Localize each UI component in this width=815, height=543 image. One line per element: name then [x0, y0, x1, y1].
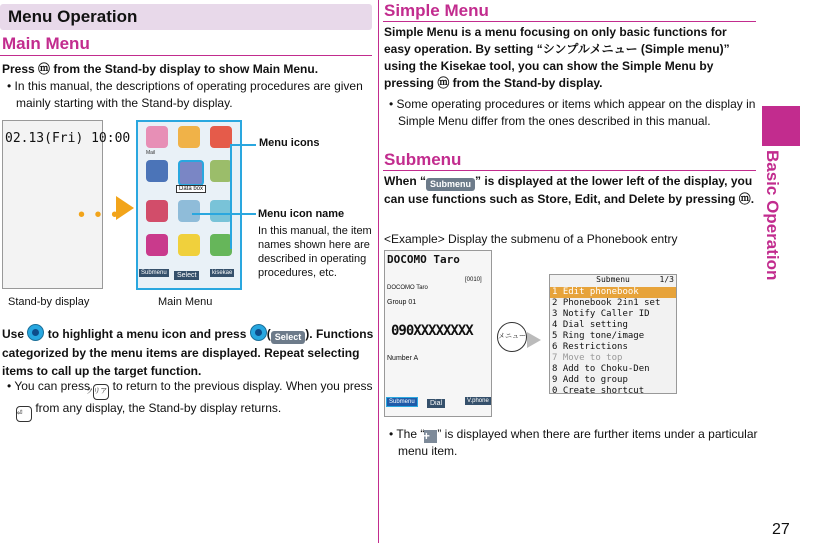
step-instruction: Use to highlight a menu icon and press ( Select ). Functions categorized by the menu items are displayed. Repeat selecting items to call up the target function.	[2, 324, 374, 380]
main-menu-bullet-text: In this manual, the descriptions of operating procedures are given mainly starting with the Stand-by display.	[14, 79, 363, 110]
submenu-body-2: ” is displayed at the lower left of the display, you can use functions such as Store, Edit, and Delete by pressing ⓜ.	[384, 174, 755, 206]
browser-icon[interactable]	[146, 160, 168, 182]
submenu-item[interactable]: 9 Add to group	[552, 375, 628, 385]
submenu-title: Submenu	[384, 150, 462, 169]
submenu-item[interactable]: 1 Edit phonebook	[550, 287, 676, 298]
submenu-item[interactable]: 3 Notify Caller ID	[552, 309, 650, 319]
main-menu-intro: Press ⓜ from the Stand-by display to show Main Menu.	[2, 62, 319, 76]
softkey-submenu[interactable]: Submenu	[141, 270, 167, 276]
caption-standby: Stand-by display	[8, 296, 90, 308]
side-tab	[762, 150, 800, 300]
data-box-icon[interactable]	[178, 160, 204, 186]
phonebook-screen	[384, 250, 492, 417]
main-menu-title: Main Menu	[2, 34, 90, 53]
clear-key-icon: クリア	[93, 384, 109, 400]
mail-icon[interactable]	[146, 126, 168, 148]
highlighted-icon-name: Data box	[176, 185, 206, 193]
caption-main-menu: Main Menu	[158, 296, 213, 308]
transition-dots: • • •	[78, 204, 121, 226]
side-tab-label: Basic Operation	[763, 150, 782, 281]
submenu-item[interactable]: 4 Dial setting	[552, 320, 628, 330]
submenu-body-1: When “	[384, 174, 426, 188]
submenu-item[interactable]: 6 Restrictions	[552, 342, 628, 352]
plus-icon: +	[424, 430, 437, 443]
contact-number: 090XXXXXXXX	[391, 323, 473, 339]
callout-line-vertical	[230, 144, 232, 249]
profile-icon[interactable]	[178, 234, 200, 256]
phone-softkey-submenu[interactable]: Submenu	[386, 397, 418, 407]
note-text-1: The “	[396, 427, 425, 441]
submenu-item[interactable]: 8 Add to Choku-Den	[552, 364, 650, 374]
main-menu-bullet: • In this manual, the descriptions of operating procedures are given mainly starting with the Stand-by display.	[7, 79, 363, 110]
submenu-item[interactable]: 0 Create shortcut	[552, 386, 645, 396]
main-menu-screen	[136, 120, 242, 290]
submenu-body	[384, 173, 756, 208]
step-text-1: Use	[2, 327, 25, 341]
step-text-2: to highlight a menu icon and press	[47, 327, 247, 341]
submenu-note: • The “+ ” is displayed when there are further items under a particular menu item.	[389, 427, 758, 458]
icon-label: Mail	[146, 150, 156, 156]
softkey-select[interactable]: Select	[174, 271, 199, 280]
phone-softkey-vphone[interactable]: V.phone	[467, 398, 489, 404]
select-key-icon: Select	[271, 331, 306, 344]
return-bullet: • You can press クリア to return to the previous display. When you press ⏎ from any display, the Stand-by display returns.	[4, 378, 378, 422]
submenu-item[interactable]: 2 Phonebook 2in1 set	[552, 298, 661, 308]
transition-arrow-icon	[116, 196, 134, 220]
submenu-rule	[383, 170, 756, 171]
phone-softkey-dial[interactable]: Dial	[427, 399, 445, 408]
contact-index: [0010]	[465, 277, 482, 283]
center-key-icon	[250, 324, 267, 341]
return-text-3: from any display, the Stand-by display returns.	[35, 401, 282, 415]
own-number-icon[interactable]	[210, 200, 232, 222]
simple-menu-bullet-text: Some operating procedures or items which appear on the display in Simple Menu differ from the ones described in this manual.	[396, 97, 756, 128]
standby-clock: 02.13(Fri) 10:00	[5, 131, 131, 146]
iconcier-icon[interactable]	[146, 234, 168, 256]
contact-group: Group 01	[387, 299, 417, 306]
submenu-arrow-icon	[527, 332, 541, 348]
tool-icon[interactable]	[210, 160, 232, 182]
submenu-screen-header	[550, 275, 676, 286]
column-divider	[378, 0, 379, 543]
submenu-screen-page: 1/3	[659, 275, 674, 284]
contact-number-label: Number A	[387, 355, 419, 362]
callout-line-name	[192, 213, 256, 215]
callout-icon-name-desc: In this manual, the item names shown here are described in operating procedures, etc.	[258, 225, 372, 279]
menu-key-icon: メニュー	[497, 322, 527, 352]
submenu-example: <Example> Display the submenu of a Phonebook entry	[384, 232, 678, 246]
callout-icon-name-title: Menu icon name	[258, 208, 345, 220]
submenu-screen	[549, 274, 677, 394]
callout-line-icons	[230, 144, 256, 146]
simple-menu-title: Simple Menu	[384, 1, 489, 20]
end-key-icon: ⏎	[16, 406, 32, 422]
setting-icon[interactable]	[178, 200, 200, 222]
section-header	[0, 4, 372, 30]
bluetooth-icon[interactable]	[210, 234, 232, 256]
submenu-item[interactable]: 7 Move to top	[552, 353, 623, 363]
simple-menu-bullet: • Some operating procedures or items which appear on the display in Simple Menu differ from the ones described in this manual.	[389, 97, 756, 128]
simple-menu-rule	[383, 21, 756, 22]
step-text-3: Functions categorized by the menu items are displayed. Repeat selecting items to call up the target function.	[2, 327, 374, 378]
ichannel-icon[interactable]	[210, 126, 232, 148]
return-text-1: You can press	[14, 379, 90, 393]
callout-menu-icons: Menu icons	[259, 137, 320, 149]
submenu-item[interactable]: 5 Ring tone/image	[552, 331, 645, 341]
submenu-list	[550, 287, 676, 397]
submenu-key-icon: Submenu	[426, 178, 475, 191]
contact-kana: DOCOMO Taro	[387, 285, 428, 291]
tel-function-icon[interactable]	[146, 200, 168, 222]
note-text-2: ” is displayed when there are further items under a particular menu item.	[398, 427, 758, 458]
page-number: 27	[772, 521, 790, 538]
simple-menu-body: Simple Menu is a menu focusing on only basic functions for easy operation. By setting “シンプルメニュー (Simple menu)” using the Kisekae tool, you can show the Simple Menu by pressing ⓜ from the Stand-by display.	[384, 25, 730, 90]
submenu-screen-title: Submenu	[596, 275, 630, 284]
section-header-title: Menu Operation	[8, 7, 138, 26]
nav-key-icon	[27, 324, 44, 341]
main-menu-rule	[0, 55, 372, 56]
side-tab-marker	[762, 106, 800, 146]
contact-name: DOCOMO Taro	[387, 253, 460, 266]
softkey-kisekae[interactable]: kisekae	[212, 270, 233, 276]
imode-icon[interactable]	[178, 126, 200, 148]
return-text-2: to return to the previous display. When you press	[112, 379, 373, 393]
